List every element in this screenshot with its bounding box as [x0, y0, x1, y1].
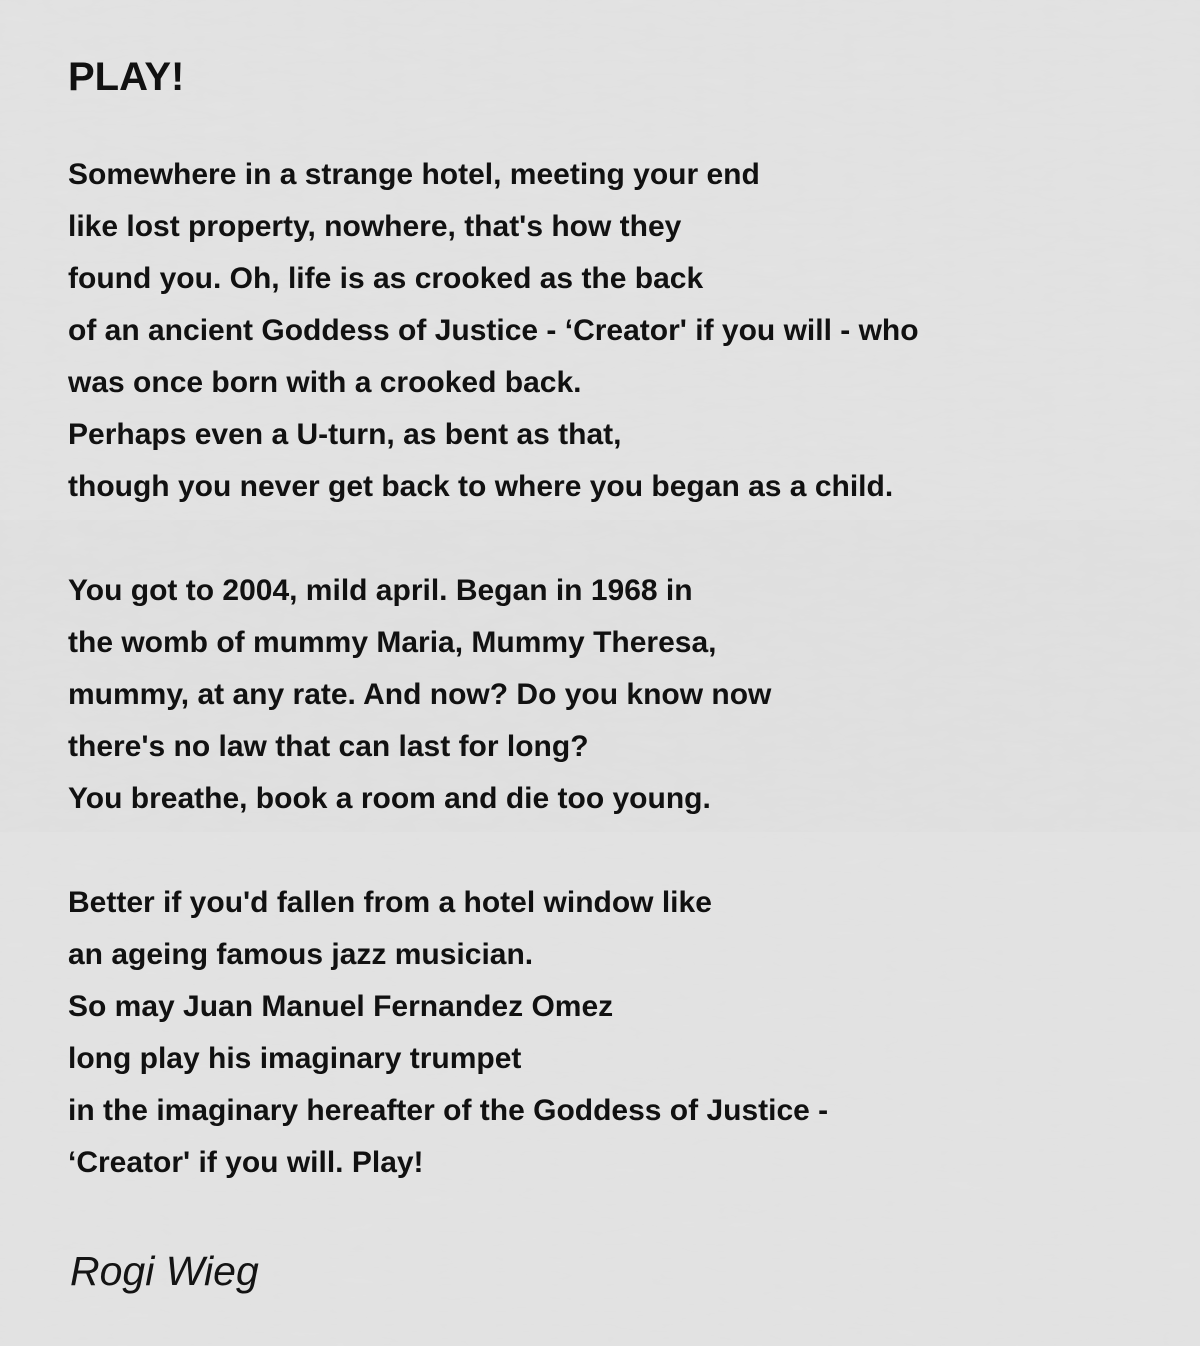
poem-line: Better if you'd fallen from a hotel window like	[68, 886, 712, 919]
poem-line: the womb of mummy Maria, Mummy Theresa,	[68, 626, 717, 659]
poem-line: Perhaps even a U-turn, as bent as that,	[68, 418, 622, 451]
poem-line: found you. Oh, life is as crooked as the back	[68, 262, 704, 295]
poem-title: PLAY!	[68, 55, 185, 99]
poem-line: was once born with a crooked back.	[68, 366, 582, 399]
stanza-3	[68, 877, 1128, 1189]
poem-body	[68, 149, 1128, 1241]
poem-line: Somewhere in a strange hotel, meeting your end	[68, 158, 760, 191]
poem-line: ‘Creator' if you will. Play!	[68, 1146, 424, 1179]
poem-line: of an ancient Goddess of Justice - ‘Creator' if you will - who	[68, 314, 919, 347]
poem-line: in the imaginary hereafter of the Goddess of Justice -	[68, 1094, 829, 1127]
poem-line: long play his imaginary trumpet	[68, 1042, 522, 1075]
poem-line: like lost property, nowhere, that's how they	[68, 210, 682, 243]
stanza-2	[68, 565, 1128, 825]
poem-line: You breathe, book a room and die too young.	[68, 782, 711, 815]
poem-line: there's no law that can last for long?	[68, 730, 589, 763]
poem-line: though you never get back to where you began as a child.	[68, 470, 894, 503]
poem-line: You got to 2004, mild april. Began in 1968 in	[68, 574, 693, 607]
poem-line: an ageing famous jazz musician.	[68, 938, 534, 971]
poem-line: So may Juan Manuel Fernandez Omez	[68, 990, 614, 1023]
poem-line: mummy, at any rate. And now? Do you know now	[68, 678, 772, 711]
poem-author: Rogi Wieg	[70, 1248, 259, 1294]
stanza-1	[68, 149, 1128, 513]
